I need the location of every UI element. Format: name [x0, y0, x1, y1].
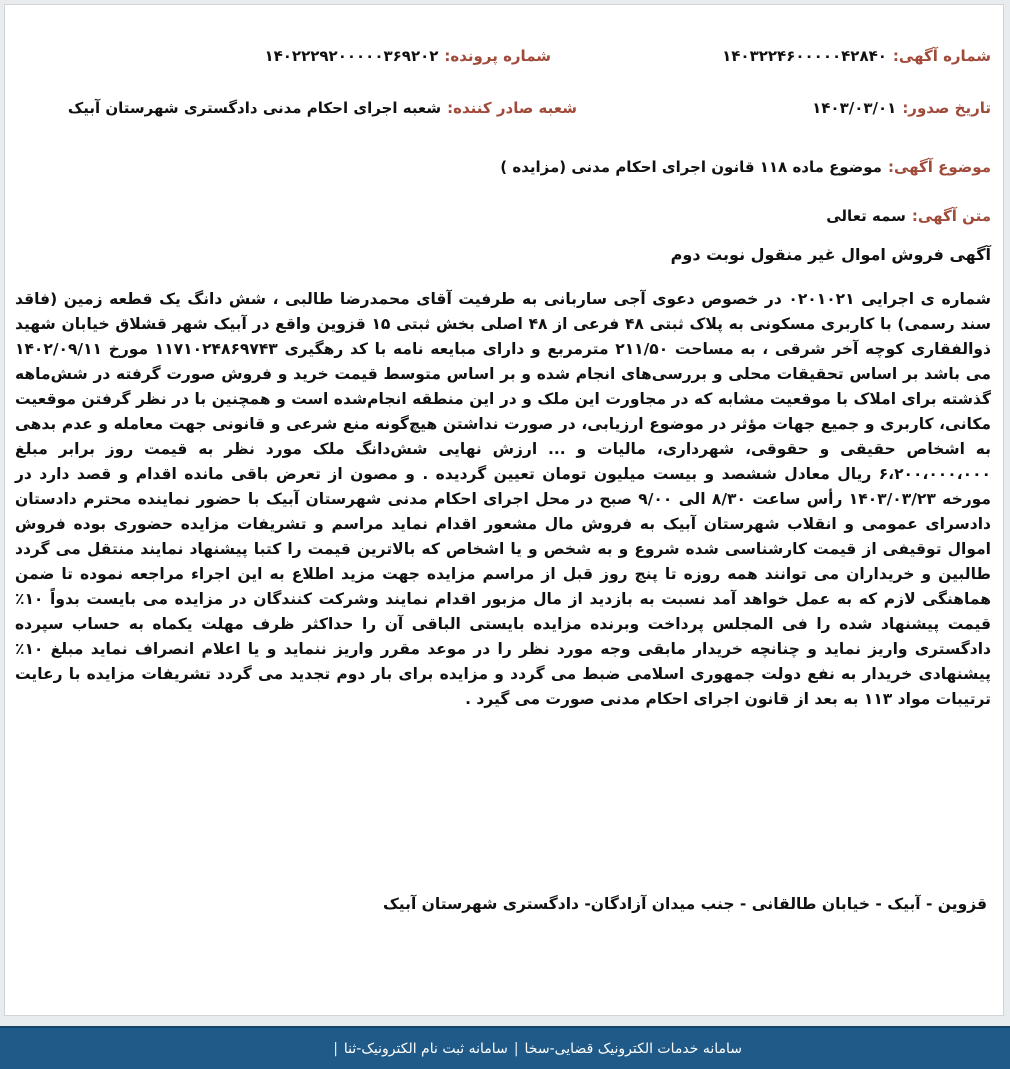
subject-row	[500, 158, 991, 176]
case-number-row	[264, 47, 551, 65]
notice-number-label: شماره آگهی:	[892, 47, 991, 65]
issue-date: ۱۴۰۳/۰۳/۰۱	[812, 99, 897, 117]
notice-body: شماره ی اجرایی ۰۲۰۱۰۲۱ در خصوص دعوی آجی ساربانی به طرفیت آقای محمدرضا طالبی ، شش دانگ یک قطعه زمین (فاقد سند رسمی) با کاربری مسکونی به پلاک ثبتی ۴۸ فرعی از ۴۸ اصلی بخش ثبتی ۱۵ قزوین واقع در آبیک شهر قشلاق خیابان شهید ذوالفقاری کوچه آخر شرقی ، به مساحت ۲۱۱/۵۰ مترمربع و دارای مبایعه نامه با کد رهگیری ۱۱۷۱۰۲۴۸۶۹۷۴۳ مورخ ۱۴۰۲/۰۹/۱۱ می باشد بر اساس تحقیقات محلی و بررسی‌های انجام شده و بر اساس متوسط قیمت خرید و فروش صورت گرفته در شش‌ماهه گذشته برای املاک با موقعیت مشابه که در مجاورت این ملک و در این منطقه انجام‌شده است و همچنین با در نظر گرفتن موقعیت مکانی، کاربری و جمیع جهات مؤثر در موضوع ارزیابی، در صورت نداشتن هیچ‌گونه منع شرعی و قانونی جهت معامله و عدم بدهی به اشخاص حقیقی و حقوقی، شهرداری، مالیات و ... ارزش نهایی شش‌دانگ ملک مورد نظر به قیمت روز برابر مبلغ ۶،۲۰۰،۰۰۰،۰۰۰ ریال معادل ششصد و بیست میلیون تومان تعیین گردیده . و مصون از تعرض باقی مانده اقدام و قصد دارد در مورخه ۱۴۰۳/۰۳/۲۳ رأس ساعت ۸/۳۰ الی ۹/۰۰ صبح در محل اجرای احکام مدنی شهرستان آبیک با حضور نماینده محترم دادستان دادسرای عمومی و انقلاب شهرستان آبیک به فروش مال مشعور اقدام نماید مراسم و تشریفات مزایده حضوری بوده فروش اموال توقیفی از قیمت کارشناسی شده شروع و به شخص و یا اشخاص که بالاترین قیمت را کتبا پیشنهاد نمایند منتقل می گردد طالبین و خریداران می توانند همه روزه تا پنج روز قبل از مراسم مزایده جهت مزید اطلاع به این اجراء مراجعه نموده تا ضمن هماهنگی لازم که به عمل خواهد آمد نسبت به بازدید از مال مزبور اقدام نمایند وشرکت کنندگان در مزایده می بایست بدواً ۱۰٪ قیمت پیشنهاد شده را فی المجلس پرداخت وبرنده مزایده بایستی الباقی آن را حداکثر ظرف مهلت یکماه به حساب سپرده دادگستری واریز نماید و چنانچه خریدار مابقی وجه مورد نظر را در موعد مقرر واریز ننماید و یا اعلام انصراف نماید مبلغ ۱۰٪ پیشنهادی خریدار به نفع دولت جمهوری اسلامی ضبط می گردد و مزایده برای بار دوم تجدید می گردد تشریفات مزایده با رعایت ترتیبات مواد ۱۱۳ به بعد از قانون اجرای احکام مدنی صورت می گیرد .	[15, 290, 991, 708]
issue-date-row	[812, 99, 991, 117]
case-number-label: شماره پرونده:	[444, 47, 551, 65]
issue-date-label: تاریخ صدور:	[902, 99, 991, 117]
notice-number: ۱۴۰۳۲۲۴۶۰۰۰۰۰۴۲۸۴۰	[722, 47, 887, 65]
footer-bar	[0, 1026, 1010, 1069]
notice-number-row	[722, 47, 991, 65]
footer-separator: |	[513, 1040, 519, 1057]
footer-link-sakha[interactable]: سامانه خدمات الکترونیک قضایی-سخا	[524, 1040, 742, 1057]
notice-page	[4, 4, 1004, 1016]
court-address: قزوین - آبیک - خیابان طالقانی - جنب میدان آزادگان- دادگستری شهرستان آبیک	[382, 895, 987, 913]
issuer-label: شعبه صادر کننده:	[447, 99, 577, 117]
text-intro-row	[826, 207, 991, 225]
notice-title: آگهی فروش اموال غیر منقول نوبت دوم	[670, 245, 991, 264]
issuer-row	[68, 99, 577, 117]
issuer: شعبه اجرای احکام مدنی دادگستری شهرستان آبیک	[67, 99, 442, 117]
subject: موضوع ماده ۱۱۸ قانون اجرای احکام مدنی (مزایده )	[500, 158, 882, 176]
footer-separator-end: |	[333, 1040, 338, 1057]
case-number: ۱۴۰۲۲۲۹۲۰۰۰۰۰۳۶۹۲۰۲	[264, 47, 439, 65]
subject-label: موضوع آگهی:	[887, 158, 991, 176]
footer-link-sana[interactable]: سامانه ثبت نام الکترونیک-ثنا	[343, 1040, 508, 1057]
text-intro: سمه تعالی	[826, 207, 906, 225]
text-label: متن آگهی:	[911, 207, 991, 225]
